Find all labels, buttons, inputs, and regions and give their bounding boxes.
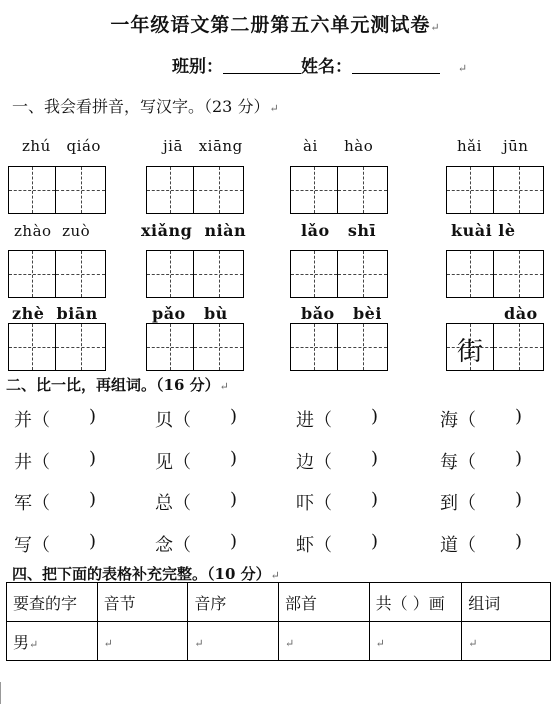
writing-grid[interactable] [290,250,388,298]
class-blank[interactable] [223,57,301,74]
compare-item[interactable]: 吓（ ) [296,489,378,515]
lookup-table [6,582,551,661]
compare-item[interactable]: 每（ ) [440,448,522,474]
table-header-row [7,583,551,622]
writing-grid[interactable] [8,166,106,214]
table-header-cell: 要查的字 [7,583,98,622]
writing-grid[interactable] [146,250,244,298]
name-blank[interactable] [352,57,440,74]
compare-item[interactable]: 贝（ ) [155,406,237,432]
pinyin-label: zhè biān [12,304,98,323]
table-cell[interactable]: ↵ [278,622,369,661]
pinyin-label: zhú qiáo [22,137,101,155]
given-character: 街 [456,337,483,367]
compare-item[interactable]: 军（ ) [14,489,96,515]
compare-item[interactable]: 进（ ) [296,406,378,432]
table-cell[interactable]: ↵ [97,622,188,661]
compare-item[interactable]: 并（ ) [14,406,96,432]
writing-grid[interactable] [290,166,388,214]
student-info-line [172,52,467,77]
pinyin-label: ài hào [303,137,374,155]
table-cell[interactable]: ↵ [188,622,279,661]
pinyin-label: kuài lè [451,221,516,240]
writing-grid[interactable] [290,323,388,371]
table-header-cell: 音节 [97,583,188,622]
writing-grid[interactable] [446,250,544,298]
pinyin-label: pǎo bù [152,304,228,323]
compare-item[interactable]: 写（ ) [14,531,96,557]
paragraph-mark-icon: ↵ [457,62,468,75]
compare-item[interactable]: 总（ ) [155,489,237,515]
compare-item[interactable]: 念（ ) [155,531,237,557]
table-cell[interactable]: ↵ [369,622,462,661]
name-label: 姓名： [301,57,352,77]
compare-item[interactable]: 海（ ) [440,406,522,432]
pinyin-label: jiā xiāng [163,137,243,155]
text-cursor [0,682,15,704]
section4-heading: 四、把下面的表格补充完整。（10 分）↵ [12,565,280,583]
section2-heading: 二、比一比，再组词。（16 分）↵ [6,376,229,394]
pinyin-label: bǎo bèi [301,304,382,323]
pinyin-label: lǎo shī [301,221,377,240]
section1-heading: 一、我会看拼音，写汉字。（23 分）↵ [12,97,279,116]
writing-grid[interactable] [446,166,544,214]
compare-item[interactable]: 到（ ) [440,489,522,515]
table-cell[interactable]: ↵ [462,622,551,661]
compare-item[interactable]: 虾（ ) [296,531,378,557]
compare-item[interactable]: 道（ ) [440,531,522,557]
table-row [7,622,551,661]
writing-grid[interactable] [146,166,244,214]
class-label: 班别： [172,57,223,77]
table-header-cell: 组词 [462,583,551,622]
table-header-cell: 音序 [188,583,279,622]
compare-item[interactable]: 边（ ) [296,448,378,474]
writing-grid[interactable] [8,323,106,371]
writing-grid[interactable] [8,250,106,298]
pinyin-label: dào [504,304,538,323]
writing-grid[interactable] [146,323,244,371]
writing-grid[interactable] [446,323,544,371]
table-header-cell: 共（ ）画 [369,583,462,622]
table-header-cell: 部首 [278,583,369,622]
pinyin-label: xiǎng niàn [141,221,247,240]
table-cell: 男↵ [7,622,98,661]
compare-item[interactable]: 井（ ) [14,448,96,474]
paragraph-mark-icon: ↵ [430,21,441,34]
page-title: 一年级语文第二册第五六单元测试卷↵ [110,14,441,36]
pinyin-label: hǎi jūn [457,137,529,155]
pinyin-label: zhào zuò [14,222,91,240]
compare-item[interactable]: 见（ ) [155,448,237,474]
